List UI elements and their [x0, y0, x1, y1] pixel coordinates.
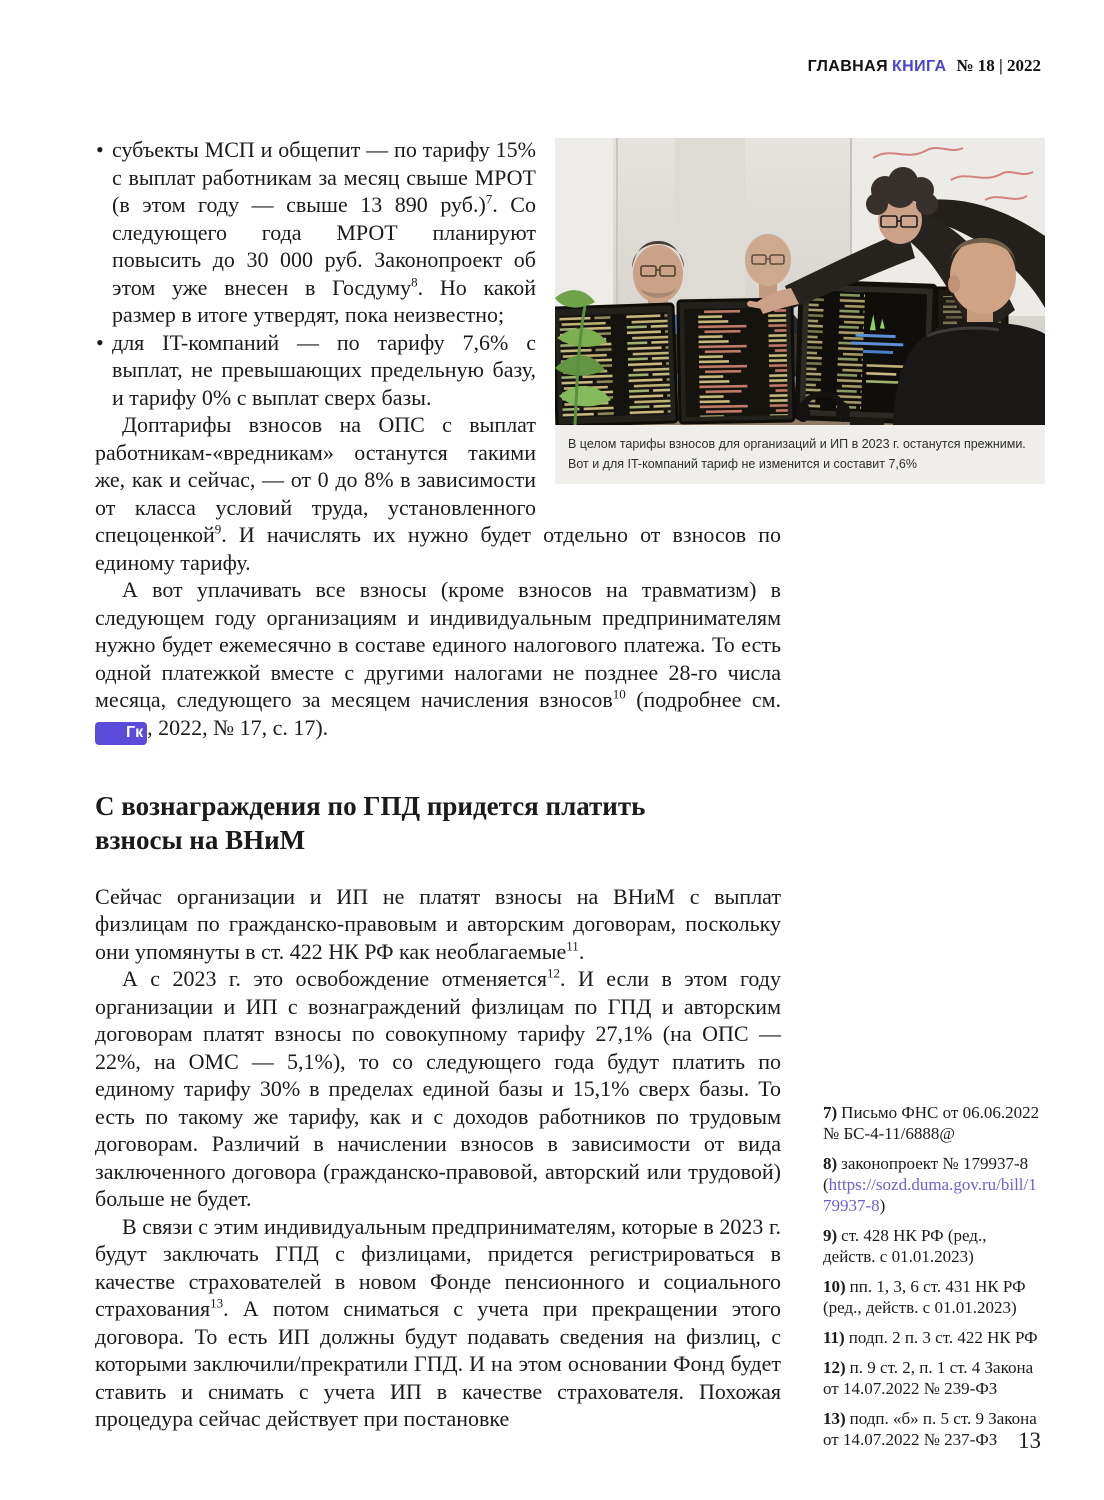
footnote-link[interactable]: https://sozd.duma.gov.ru/bill/179937-8 [823, 1175, 1037, 1215]
footnote-item [823, 1327, 1043, 1348]
tariff-bullet-list [95, 136, 781, 411]
footnote-number: 10) [823, 1277, 846, 1296]
footnote-ref: 13 [210, 1295, 224, 1311]
body-paragraph: А вот уплачивать все взносы (кроме взносов на травматизм) в следующем году организациям и индивидуальным предпринимателям нужно будет ежемесячно в составе единого налогового платежа. То есть одной платежкой вместе с другими налогами не позднее 28-го числа месяца, следующего за месяцем начисления взносов$^{10}$ (подробнее см. Гк , 2022, № 17, с. 17). [95, 576, 781, 745]
footnote-ref: 11 [566, 938, 579, 954]
photo-caption-line1: В целом тарифы взносов для организаций и ИП в 2023 г. останутся прежними. [568, 437, 1026, 451]
photo-caption [555, 425, 1045, 484]
footnote-number: 7) [823, 1103, 838, 1122]
footnote-ref: 7 [485, 191, 493, 207]
footnote-ref: 8 [411, 274, 418, 290]
bullet-item: • субъекты МСП и общепит — по тарифу 15% с выплат работникам за месяц свыше МРОТ (в этом году — свыше 13 890 руб.)$^7$. Со следующего года МРОТ планируют повысить до 30 000 руб. Законопроект об этом уже внесен в Госдуму$^8$. Но какой размер в итоге утвердят, пока неизвестно; [95, 136, 781, 329]
footnote-text: подп. «б» п. 5 ст. 9 Закона от 14.07.2022 № 237-ФЗ [823, 1409, 1037, 1449]
footnote-text: пп. 1, 3, 6 ст. 431 НК РФ (ред., действ. с 01.01.2023) [823, 1277, 1026, 1317]
journal-issue: № 18 | 2022 [956, 56, 1041, 75]
footnote-ref: 9 [214, 521, 222, 537]
page-number: 13 [1018, 1428, 1041, 1453]
footnote-number: 11) [823, 1328, 845, 1347]
footnote-item [823, 1408, 1043, 1450]
footnote-text: ст. 428 НК РФ (ред., действ. с 01.01.2023) [823, 1226, 987, 1266]
footnote-text: п. 9 ст. 2, п. 1 ст. 4 Закона от 14.07.2022 № 239-ФЗ [823, 1358, 1034, 1398]
body-paragraph: Доптарифы взносов на ОПС с выплат работникам-«вредникам» останутся такими же, как и сейчас, — от 0 до 8% в зависимости от класса условий труда, установленного спецоценкой$^9$. И начислять их нужно будет отдельно от взносов по единому тарифу. [95, 412, 781, 575]
footnote-number: 9) [823, 1226, 838, 1245]
section-heading: С вознаграждения по ГПД придется платить взносы на ВНиМ [95, 790, 646, 855]
footnote-item [823, 1357, 1043, 1399]
journal-title-part2: КНИГА [891, 58, 947, 75]
footnote-ref: 10 [612, 686, 626, 702]
footnote-item [823, 1102, 1043, 1144]
footnote-number: 13) [823, 1409, 846, 1428]
body-paragraph: В связи с этим индивидуальным предпринимателям, которые в 2023 г. будут заключать ГПД с физлицами, придется регистрироваться в качестве страхователей в новом Фонде пенсионного и социального страхования$^{13}$. А потом сниматься с учета при прекращении этого договора. То есть ИП должны будут подавать сведения на физлиц, с которыми заключили/прекратили ГПД. И на этом основании Фонд будет ставить и снимать с учета ИП в качестве страхователя. Похожая процедура сейчас действует при постановке [95, 1213, 781, 1431]
footnote-item [823, 1153, 1043, 1216]
body-paragraph: Сейчас организации и ИП не платят взносы на ВНиМ с выплат физлицам по гражданско-правовым и авторским договорам, поскольку они упомянуты в ст. 422 НК РФ как необлагаемые$^{11}$. [95, 883, 781, 964]
photo-caption-line2: Вот и для IT-компаний тариф не изменится и составит 7,6% [568, 457, 917, 471]
footnote-number: 8) [823, 1154, 838, 1173]
footnote-ref: 12 [547, 965, 561, 981]
footnote-item [823, 1225, 1043, 1267]
journal-title-part1: ГЛАВНАЯ [807, 58, 888, 75]
footnote-text: подп. 2 п. 3 ст. 422 НК РФ [848, 1328, 1038, 1347]
bullet-item: • для IT-компаний — по тарифу 7,6% с выплат, не превышающих предельную базу, и тарифу 0% с выплат сверх базы. [95, 329, 781, 412]
body-paragraph: А с 2023 г. это освобождение отменяется$^{12}$. И если в этом году организации и ИП с вознаграждений физлицам по ГПД и авторским договорам платят взносы по совокупному тарифу 27,1% (на ОПС — 22%, на ОМС — 5,1%), то со следующего года будут платить по единому тарифу 30% в пределах единой базы и 15,1% сверх базы. То есть по такому же тарифу, как и с доходов работников по трудовым договорам. Различий в начислении взносов в зависимости от вида заключенного договора (гражданско-правовой, авторский или трудовой) больше не будет. [95, 965, 781, 1211]
gk-logo-badge: Гк [95, 722, 147, 745]
footnote-text: законопроект № 179937-8 (https://sozd.duma.gov.ru/bill/179937-8) [823, 1154, 1037, 1215]
running-head [808, 56, 1041, 76]
footnotes-column [823, 1102, 1043, 1459]
footnote-text: Письмо ФНС от 06.06.2022 № БС-4-11/6888@ [823, 1103, 1040, 1143]
footnote-number: 12) [823, 1358, 846, 1377]
footnote-item [823, 1276, 1043, 1318]
